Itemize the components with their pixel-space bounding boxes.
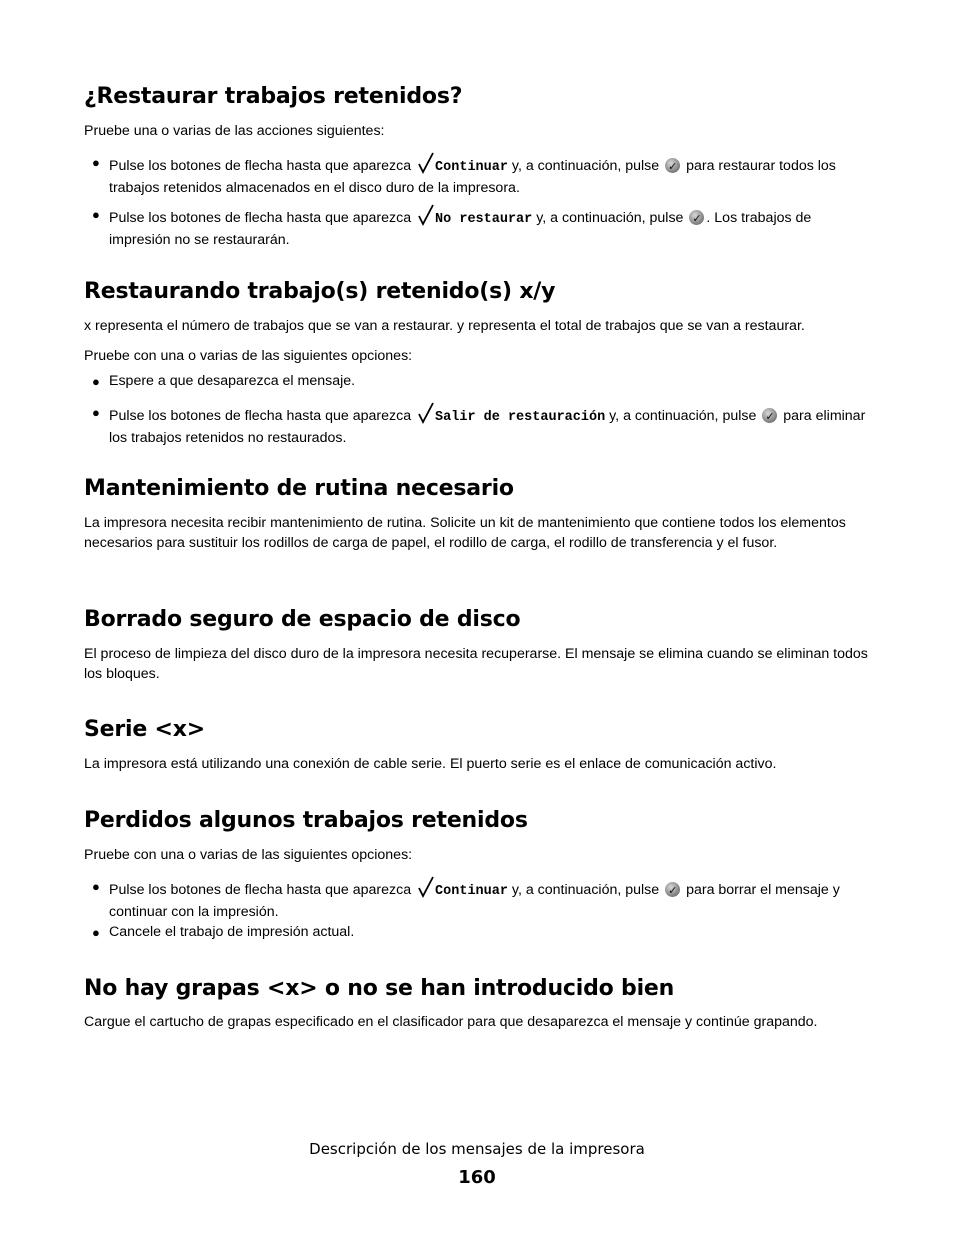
display-message: No restaurar xyxy=(435,212,533,227)
section-title: Perdidos algunos trabajos retenidos xyxy=(84,808,528,833)
section-intro: La impresora necesita recibir mantenimiento de rutina. Solicite un kit de mantenimiento que contiene todos los elementos necesarios para sustituir los rodillos de carga de papel, el rodillo de carga, el rodillo de transferencia y el fusor. xyxy=(84,515,846,551)
section-intro: La impresora está utilizando una conexión de cable serie. El puerto serie es el enlace de comunicación activo. xyxy=(84,756,777,772)
checkmark-icon xyxy=(418,876,434,898)
section-title: Serie <x> xyxy=(84,717,205,742)
bullet-icon: ● xyxy=(92,207,100,222)
section-intro: Pruebe con una o varias de las siguientes opciones: xyxy=(84,348,413,364)
list-item: ● Pulse los botones de flecha hasta que aparezca Continuar y, a continuación, pulse ✓ para borrar el mensaje y continuar con la impresión. xyxy=(84,876,874,923)
select-button-icon xyxy=(689,210,704,225)
section-intro: Cargue el cartucho de grapas especificado en el clasificador para que desaparezca el mensaje y continúe grapando. xyxy=(84,1014,818,1030)
display-message: Continuar xyxy=(435,884,508,899)
select-button-icon xyxy=(665,882,680,897)
select-button-icon xyxy=(665,158,680,173)
bullet-icon: ● xyxy=(92,374,100,389)
select-button-icon xyxy=(762,408,777,423)
section-title: Restaurando trabajo(s) retenido(s) x/y xyxy=(84,279,556,304)
display-message: Salir de restauración xyxy=(435,410,606,425)
list-item: ● Cancele el trabajo de impresión actual. xyxy=(84,922,874,943)
section-title: Mantenimiento de rutina necesario xyxy=(84,476,514,501)
bullet-icon: ● xyxy=(92,155,100,170)
bullet-icon: ● xyxy=(92,925,100,940)
section-intro: Pruebe con una o varias de las siguientes opciones: xyxy=(84,847,413,863)
checkmark-icon xyxy=(418,402,434,424)
bullet-icon: ● xyxy=(92,405,100,420)
page-number: 160 xyxy=(458,1167,496,1188)
footer-caption: Descripción de los mensajes de la impresora xyxy=(309,1140,645,1158)
section-intro: Pruebe una o varias de las acciones siguientes: xyxy=(84,123,385,139)
list-item: ● Pulse los botones de flecha hasta que aparezca Salir de restauración y, a continuación, pulse ✓ para eliminar los trabajos retenidos no restaurados. xyxy=(84,402,874,449)
checkmark-icon xyxy=(418,152,434,174)
checkmark-icon xyxy=(418,204,434,226)
list-item: ● Pulse los botones de flecha hasta que aparezca Continuar y, a continuación, pulse ✓ para restaurar todos los trabajos retenidos almacenados en el disco duro de la impresora. xyxy=(84,152,874,199)
list-item: ● Espere a que desaparezca el mensaje. xyxy=(84,371,874,392)
section-title: Borrado seguro de espacio de disco xyxy=(84,607,521,632)
section-intro: x representa el número de trabajos que se van a restaurar. y representa el total de trabajos que se van a restaurar. xyxy=(84,318,805,334)
section-title: No hay grapas <x> o no se han introducido bien xyxy=(84,976,675,1001)
display-message: Continuar xyxy=(435,160,508,175)
list-item: ● Pulse los botones de flecha hasta que aparezca No restaurar y, a continuación, pulse ✓ . Los trabajos de impresión no se restaurarán. xyxy=(84,204,874,251)
section-title: ¿Restaurar trabajos retenidos? xyxy=(84,84,463,109)
bullet-icon: ● xyxy=(92,879,100,894)
section-intro: El proceso de limpieza del disco duro de la impresora necesita recuperarse. El mensaje se elimina cuando se eliminan todos los bloques. xyxy=(84,646,868,682)
